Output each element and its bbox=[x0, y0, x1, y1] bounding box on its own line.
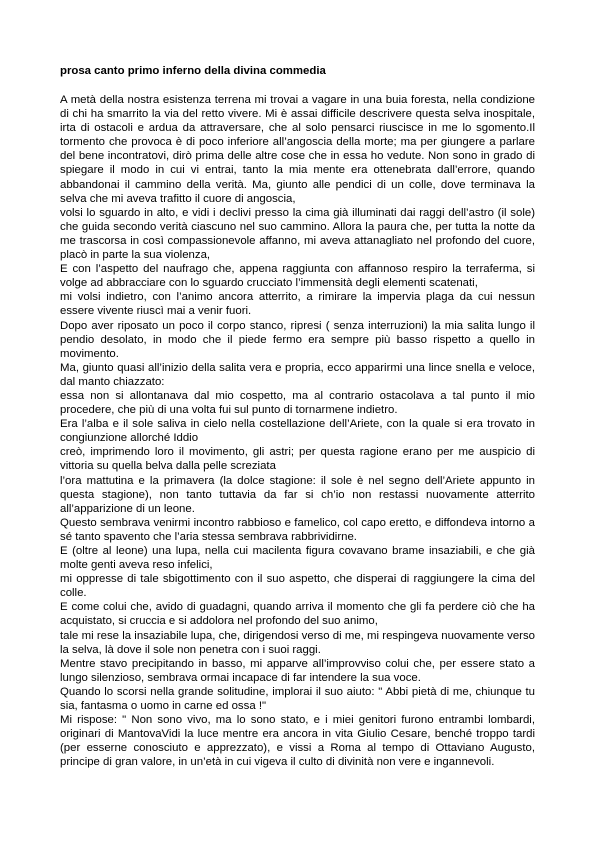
paragraph: Mi rispose: " Non sono vivo, ma lo sono stato, e i miei genitori furono entrambi lombardi, originari di MantovaVidi la luce mentre era ancora in vita Giulio Cesare, benché troppo tardi (per esserne conosciuto e apprezzato), e vissi a Roma al tempo di Ottaviano Augusto, principe di gran valore, in un’età in cui vigeva il culto di divinità non vere e ingannevoli. bbox=[60, 714, 535, 769]
document-title: prosa canto primo inferno della divina commedia bbox=[60, 65, 326, 77]
paragraph: essa non si allontanava dal mio cospetto, ma al contrario ostacolava a tal punto il mio procedere, che più di una volta fui sul punto di tornarmene indietro. bbox=[60, 389, 535, 417]
paragraph: volsi lo sguardo in alto, e vidi i declivi presso la cima già illuminati dai raggi dell’astro (il sole) che guida secondo verità ciascuno nel suo cammino. Allora la paura che, per tutta la notte da me trascorsa in così compassionevole affanno, mi aveva attanagliato nel profondo del cuore, placò in parte la sua violenza, bbox=[60, 206, 535, 262]
paragraph: Ma, giunto quasi all’inizio della salita vera e propria, ecco apparirmi una lince snella e veloce, dal manto chiazzato: bbox=[60, 361, 535, 388]
paragraph: Mentre stavo precipitando in basso, mi apparve all’improvviso colui che, per essere stato a lungo silenzioso, sembrava ormai incapace di far intendere la sua voce. bbox=[60, 657, 535, 684]
paragraph: Quando lo scorsi nella grande solitudine, implorai il suo aiuto: " Abbi pietà di me, chiunque tu sia, fantasma o uomo in carne ed ossa !" bbox=[60, 685, 535, 713]
paragraph: l’ora mattutina e la primavera (la dolce stagione: il sole è nel segno dell’Ariete appunto in questa stagione), non tanto tuttavia da far si ch’io non restassi nuovamente atterrito all’apparizione di un leone. bbox=[60, 474, 535, 515]
paragraph: tale mi rese la insaziabile lupa, che, dirigendosi verso di me, mi respingeva nuovamente verso la selva, là dove il sole non penetra con i suoi raggi. bbox=[60, 629, 535, 656]
document-page bbox=[60, 64, 535, 770]
paragraph: Questo sembrava venirmi incontro rabbioso e famelico, col capo eretto, e diffondeva intorno a sé tanto spavento che l’aria stessa sembrava rabbrividirne. bbox=[60, 516, 535, 543]
document-body bbox=[60, 93, 535, 770]
paragraph: E (oltre al leone) una lupa, nella cui macilenta figura covavano brame insaziabili, e che già molte genti aveva reso infelici, bbox=[60, 545, 535, 572]
paragraph: Era l’alba e il sole saliva in cielo nella costellazione dell’Ariete, con la quale si era trovato in congiunzione allorché Iddio bbox=[60, 418, 535, 445]
paragraph: A metà della nostra esistenza terrena mi trovai a vagare in una buia foresta, nella condizione di chi ha smarrito la via del retto vivere. Mi è assai difficile descrivere questa selva inospitale, irta di ostacoli e ardua da attraversare, che al solo pensarci riuscisce in me lo sgomento.Il tormento che provoca è di poco inferiore all’angoscia della morte; ma per giungere a parlare del bene incontratovi, dirò prima delle altre cose che in essa ho vedute. Non sono in grado di spiegare il modo in cui vi entrai, tanto la mia mente era ottenebrata dall’errore, quando abbandonai il cammino della verità. Ma, giunto alle pendici di un colle, dove terminava la selva che mi aveva trafitto il cuore di angoscia, bbox=[60, 94, 535, 205]
paragraph: E come colui che, avido di guadagni, quando arriva il momento che gli fa perdere ciò che ha acquistato, si cruccia e si addolora nel profondo del suo animo, bbox=[60, 601, 535, 628]
paragraph: mi volsi indietro, con l’animo ancora atterrito, a rimirare la impervia plaga da cui nessun essere vivente riuscì mai a venir fuori. bbox=[60, 291, 535, 318]
paragraph: Dopo aver riposato un poco il corpo stanco, ripresi ( senza interruzioni) la mia salita lungo il pendio desolato, in modo che il piede fermo era sempre più basso rispetto a quello in movimento. bbox=[60, 319, 535, 360]
paragraph: mi oppresse di tale sbigottimento con il suo aspetto, che disperai di raggiungere la cima del colle. bbox=[60, 573, 535, 600]
paragraph: creò, imprimendo loro il movimento, gli astri; per questa ragione erano per me auspicio di vittoria su quella belva dalla pelle screziata bbox=[60, 446, 535, 473]
paragraph: E con l’aspetto del naufrago che, appena raggiunta con affannoso respiro la terraferma, si volge ad abbracciare con lo sguardo crucciato l’immensità degli elementi scatenati, bbox=[60, 263, 535, 290]
